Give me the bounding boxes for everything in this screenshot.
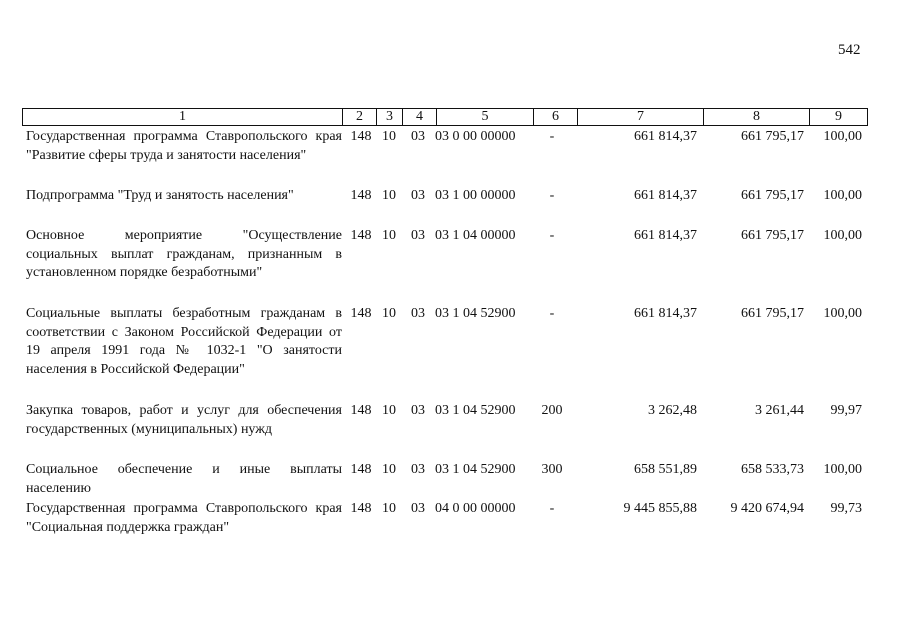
- row-col-5: 03 1 04 00000: [435, 228, 516, 243]
- row-col-5: 03 0 00 00000: [435, 129, 516, 144]
- header-col-1: 1: [179, 109, 186, 124]
- row-col-3: 10: [382, 501, 396, 516]
- row-col-4: 03: [411, 462, 425, 477]
- row-col-6: 200: [541, 403, 563, 418]
- row-col-7: 661 814,37: [634, 129, 697, 144]
- row-col-5: 03 1 04 52900: [435, 306, 516, 321]
- row-col-6: -: [549, 501, 555, 516]
- header-col-8: 8: [703, 109, 809, 125]
- row-col-8: 661 795,17: [741, 188, 804, 203]
- row-col-3: 10: [382, 306, 396, 321]
- row-description: Социальные выплаты безработным гражданам в соответствии с Законом Российской Федерации от 19 апреля 1991 года № 1032-1 "О занятости населения в Российской Федерации": [26, 306, 342, 377]
- row-col-2: 148: [350, 462, 372, 477]
- row-col-3: 10: [382, 129, 396, 144]
- row-col-9: 100,00: [823, 188, 862, 203]
- row-col-7: 9 445 855,88: [623, 501, 697, 516]
- header-col-3: 3: [376, 109, 402, 125]
- row-col-7: 661 814,37: [634, 188, 697, 203]
- row-col-7: 3 262,48: [648, 403, 697, 418]
- row-col-3: 10: [382, 403, 396, 418]
- row-col-5: 03 1 04 52900: [435, 403, 516, 418]
- row-col-8: 661 795,17: [741, 306, 804, 321]
- row-col-6: 300: [541, 462, 563, 477]
- header-col-7: 7: [577, 109, 703, 125]
- row-col-5: 03 1 04 52900: [435, 462, 516, 477]
- row-col-2: 148: [350, 129, 372, 144]
- header-col-9: 9: [809, 109, 867, 125]
- row-col-6: -: [549, 188, 555, 203]
- row-col-9: 100,00: [823, 129, 862, 144]
- row-col-5: 04 0 00 00000: [435, 501, 516, 516]
- header-col-4: 4: [402, 109, 436, 125]
- row-description: Государственная программа Ставропольского края "Социальная поддержка граждан": [26, 501, 342, 535]
- row-description: Подпрограмма "Труд и занятость населения": [26, 188, 294, 203]
- row-description: Закупка товаров, работ и услуг для обеспечения государственных (муниципальных) нужд: [26, 403, 342, 437]
- row-col-9: 99,73: [830, 501, 862, 516]
- row-description: Государственная программа Ставропольского края "Развитие сферы труда и занятости населения": [26, 129, 342, 163]
- row-col-9: 100,00: [823, 228, 862, 243]
- row-col-2: 148: [350, 501, 372, 516]
- row-col-8: 661 795,17: [741, 129, 804, 144]
- row-col-3: 10: [382, 228, 396, 243]
- row-col-3: 10: [382, 462, 396, 477]
- row-col-8: 658 533,73: [741, 462, 804, 477]
- row-col-7: 661 814,37: [634, 228, 697, 243]
- row-col-2: 148: [350, 306, 372, 321]
- row-col-3: 10: [382, 188, 396, 203]
- row-col-5: 03 1 00 00000: [435, 188, 516, 203]
- row-description: Основное мероприятие "Осуществление социальных выплат гражданам, признанным в установленном порядке безработными": [26, 228, 342, 280]
- row-col-2: 148: [350, 188, 372, 203]
- row-col-7: 661 814,37: [634, 306, 697, 321]
- row-description: Социальное обеспечение и иные выплаты населению: [26, 462, 342, 496]
- row-col-8: 3 261,44: [755, 403, 804, 418]
- row-col-4: 03: [411, 228, 425, 243]
- row-col-6: -: [549, 306, 555, 321]
- row-col-4: 03: [411, 129, 425, 144]
- row-col-6: -: [549, 228, 555, 243]
- row-col-4: 03: [411, 188, 425, 203]
- row-col-8: 9 420 674,94: [730, 501, 804, 516]
- row-col-4: 03: [411, 403, 425, 418]
- row-col-2: 148: [350, 228, 372, 243]
- table-header-row: [22, 108, 868, 126]
- row-col-4: 03: [411, 501, 425, 516]
- row-col-9: 100,00: [823, 462, 862, 477]
- row-col-6: -: [549, 129, 555, 144]
- header-col-2: 2: [342, 109, 376, 125]
- row-col-2: 148: [350, 403, 372, 418]
- row-col-4: 03: [411, 306, 425, 321]
- row-col-9: 99,97: [830, 403, 862, 418]
- row-col-7: 658 551,89: [634, 462, 697, 477]
- row-col-9: 100,00: [823, 306, 862, 321]
- header-col-6: 6: [533, 109, 577, 125]
- row-col-8: 661 795,17: [741, 228, 804, 243]
- page-number: 542: [838, 42, 861, 58]
- header-col-5: 5: [436, 109, 533, 125]
